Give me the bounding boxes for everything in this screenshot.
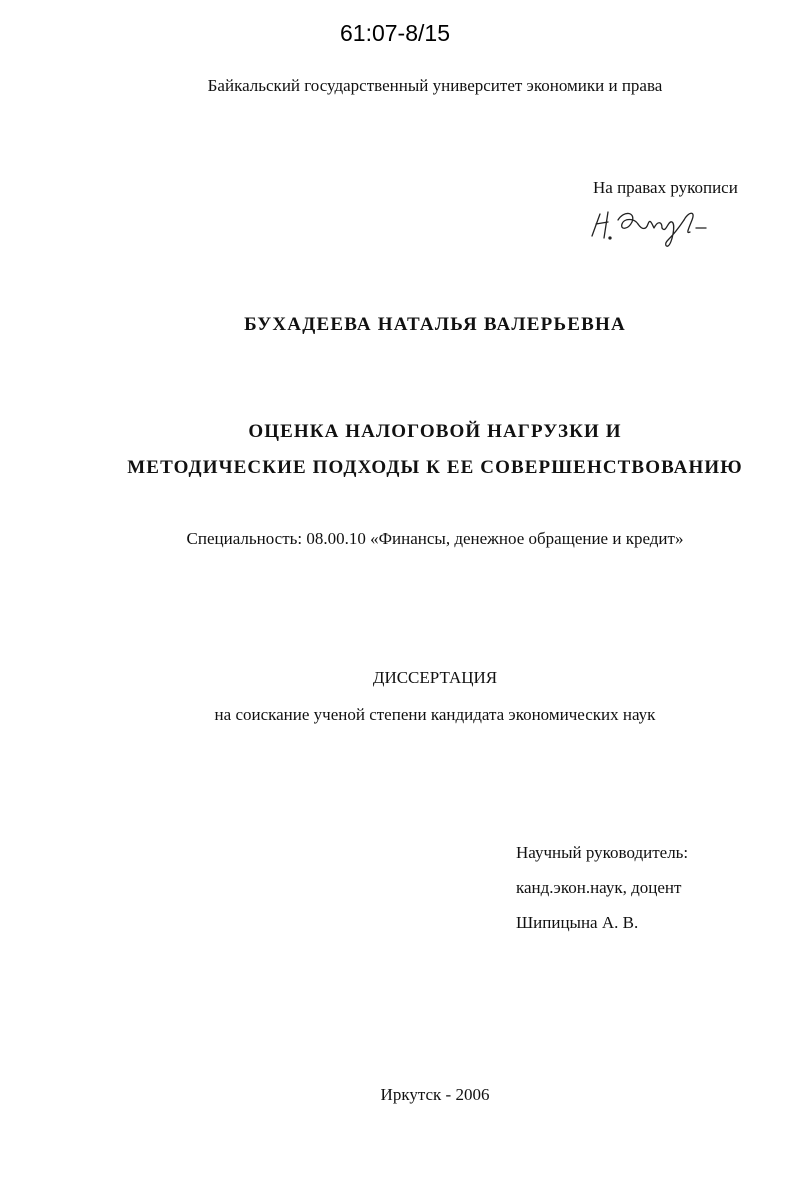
thesis-title-line-2: МЕТОДИЧЕСКИЕ ПОДХОДЫ К ЕЕ СОВЕРШЕНСТВОВАНИЮ <box>127 457 743 478</box>
degree-line: на соискание ученой степени кандидата экономических наук <box>214 705 656 724</box>
document-type: ДИССЕРТАЦИЯ <box>372 668 498 687</box>
handwritten-signature <box>588 200 718 250</box>
library-stamp: 61:07-8/15 <box>340 20 450 46</box>
supervisor-label: Научный руководитель: <box>516 843 689 862</box>
supervisor-rank: канд.экон.наук, доцент <box>516 878 682 897</box>
thesis-title-line-1: ОЦЕНКА НАЛОГОВОЙ НАГРУЗКИ И <box>248 421 622 442</box>
specialty-line: Специальность: 08.00.10 «Финансы, денежное обращение и кредит» <box>186 529 684 548</box>
supervisor-name: Шипицына А. В. <box>516 913 639 932</box>
author-name: БУХАДЕЕВА НАТАЛЬЯ ВАЛЕРЬЕВНА <box>244 314 626 335</box>
university-name: Байкальский государственный университет экономики и права <box>207 76 663 95</box>
manuscript-rights-label: На правах рукописи <box>593 178 738 197</box>
city-year: Иркутск - 2006 <box>380 1085 490 1104</box>
